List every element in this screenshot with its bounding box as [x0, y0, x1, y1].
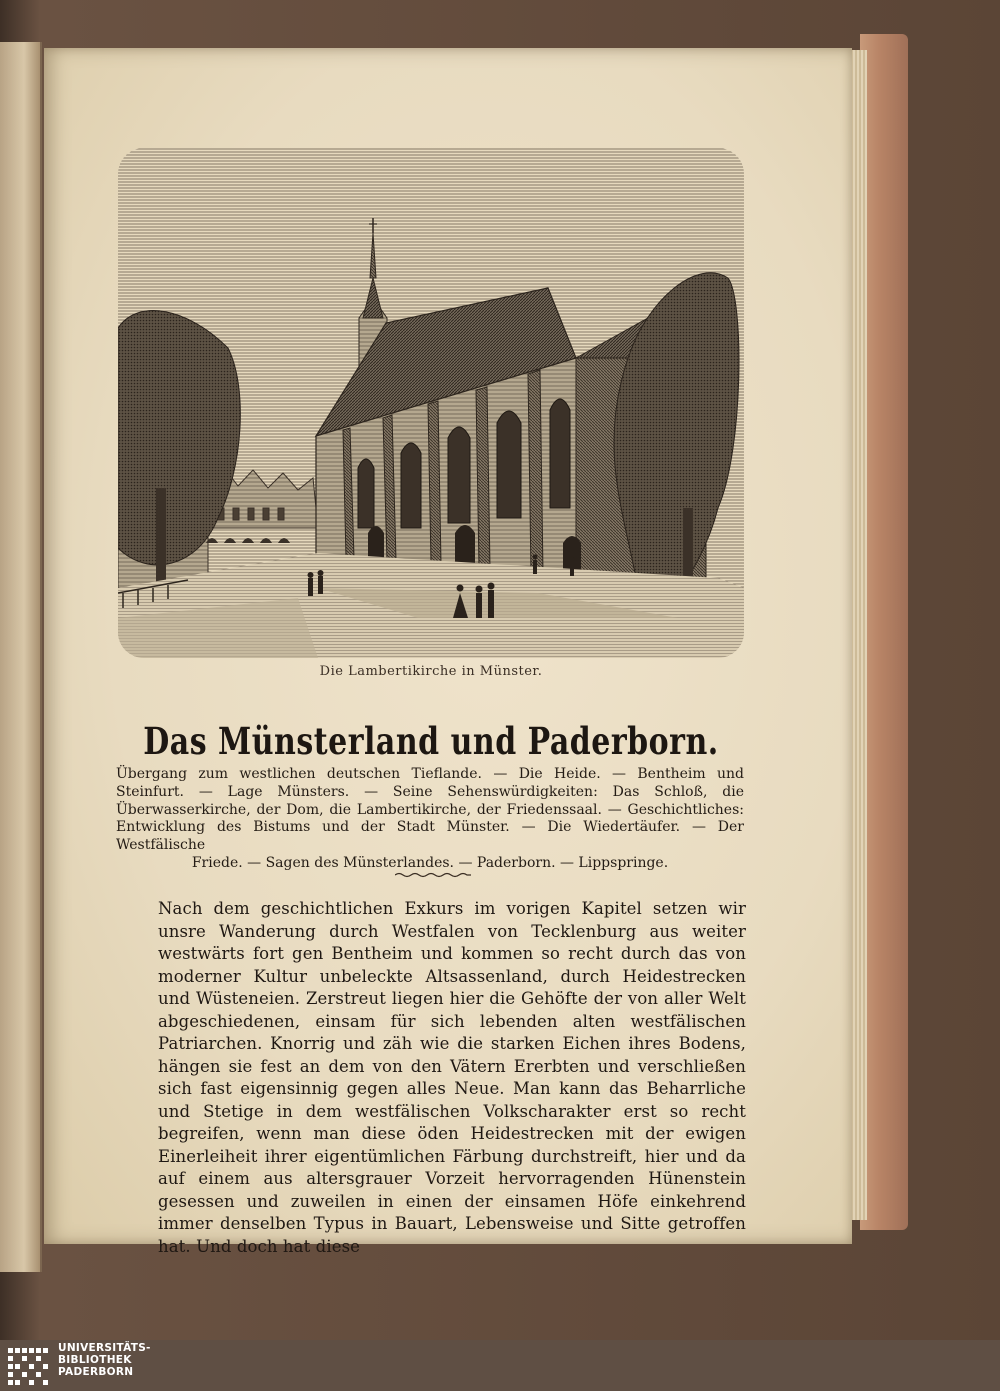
illustration-caption: Die Lambertikirche in Münster.	[319, 664, 543, 679]
body-paragraph-text: Nach dem geschichtlichen Exkurs im vorigen Kapitel setzen wir unsre Wanderung durch Westfalen von Tecklenburg aus weiter westwärts fort gen Bentheim und kommen so recht durch das von moderner Kultur unbeleckte Altsassenland, durch Heidestrecken und Wüsteneien. Zerstreut liegen hier die Gehöfte der von aller Welt abgeschiedenen, einsam für sich lebenden alten westfälischen Patriarchen. Knorrig und zäh wie die starken Eichen ihres Bodens, hängen sie fest an dem von den Vätern Ererbten und verschließen sich fast eigensinnig gegen alles Neue. Man kann das Beharrliche und Stetige in dem westfälischen Volkscharakter erst so recht begreifen, wenn man diese öden Heidestrecken mit der ewigen Einerleiheit ihrer eigentümlichen Färbung durchstreift, hier und da auf einem aus altersgrauer Vorzeit hervorragenden Hünenstein gesessen und zuweilen in einen der einsamen Höfe einkehrend immer denselben Typus in Bauart, Lebensweise und Sitte getroffen hat. Und doch hat diese	[158, 899, 746, 1256]
chapter-summary	[116, 766, 744, 873]
library-name-line2: BIBLIOTHEK	[58, 1354, 132, 1367]
ornamental-divider	[395, 870, 471, 880]
chapter-summary-text: Übergang zum westlichen deutschen Tieflande. — Die Heide. — Bentheim und Steinfurt. — Lage Münsters. — Seine Sehenswürdigkeiten: Das Schloß, die Überwasserkirche, der Dom, die Lambertikirche, der Friedenssaal. — Geschichtliches: Entwicklung des Bistums und der Stadt Münster. — Die Wiedertäufer. — Der Westfälische	[116, 766, 744, 854]
library-name-line1: UNIVERSITÄTS-	[58, 1342, 151, 1354]
chapter-summary-last-line: Friede. — Sagen des Münsterlandes. — Paderborn. — Lippspringe.	[191, 854, 669, 871]
book-cover-edge	[860, 34, 908, 1230]
library-name	[58, 1342, 151, 1379]
library-name-line3: PADERBORN	[58, 1366, 134, 1379]
body-paragraph	[116, 898, 746, 1258]
left-page-edge	[0, 42, 42, 1272]
chapter-title: Das Münsterland und Paderborn.	[143, 720, 719, 764]
library-logo-icon	[6, 1344, 50, 1388]
church-illustration	[118, 148, 744, 658]
